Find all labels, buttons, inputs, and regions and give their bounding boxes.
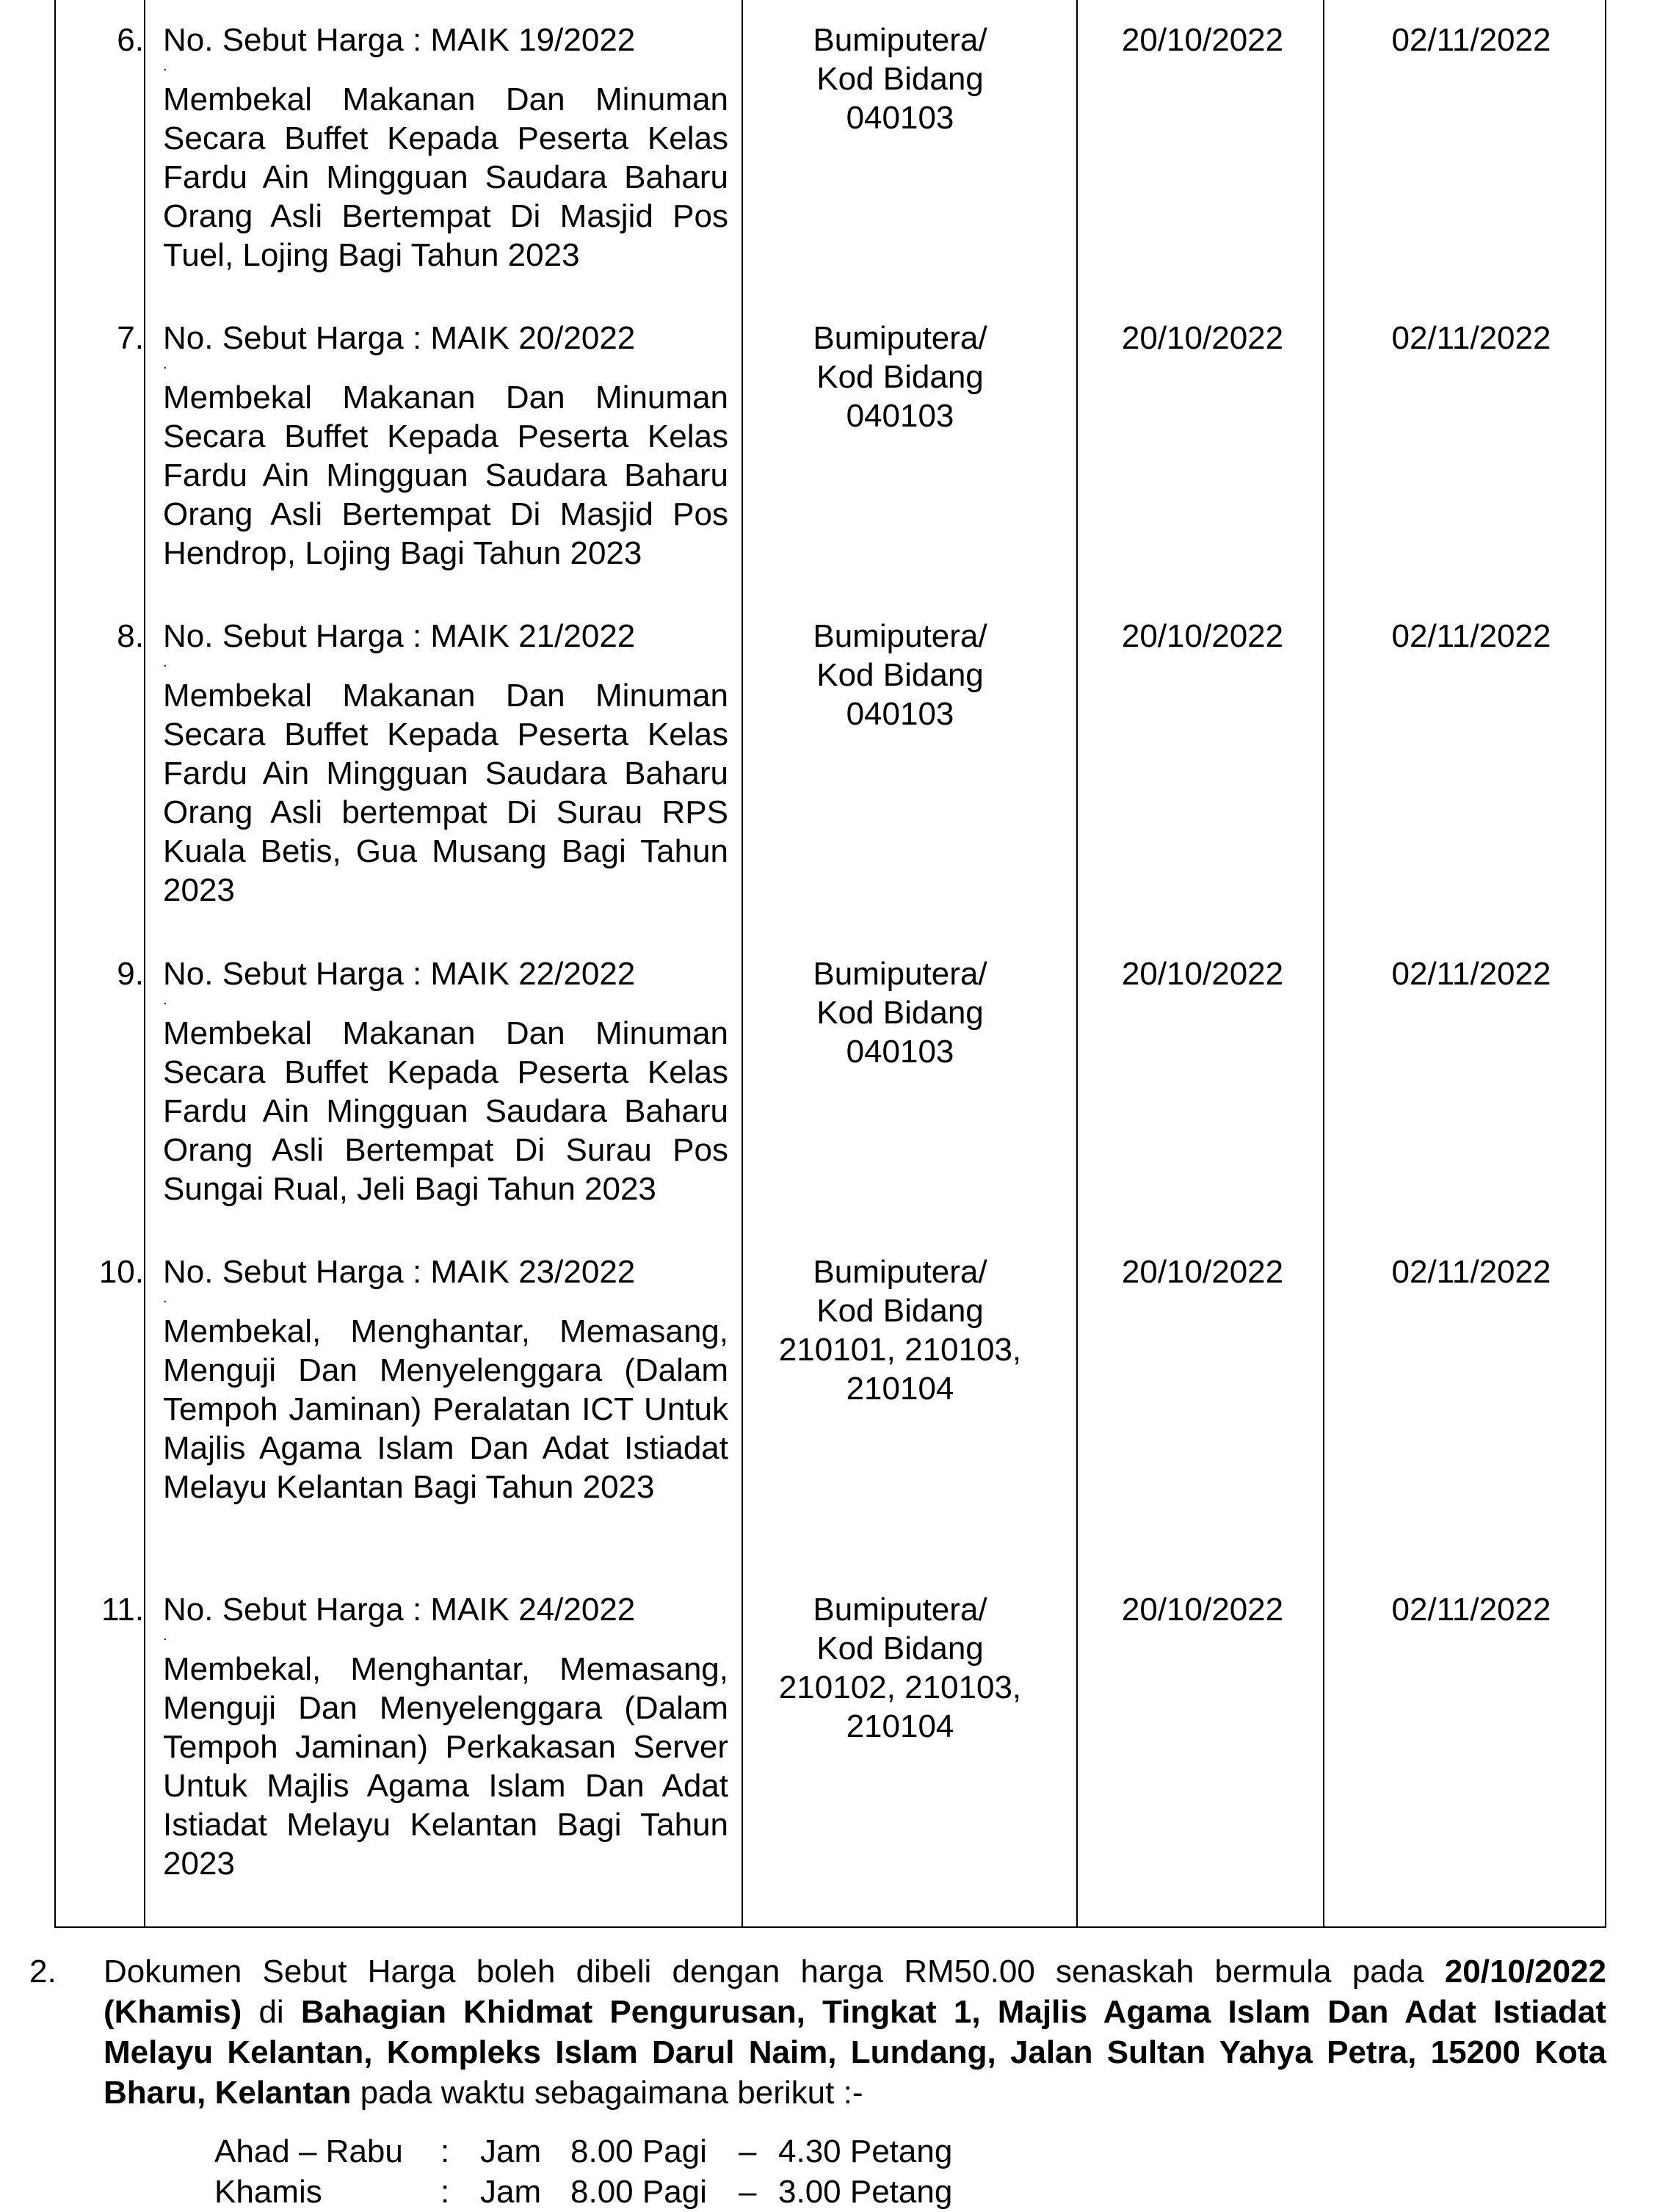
- tender-table: [54, 0, 1606, 1928]
- tender-description: [163, 21, 728, 275]
- row-number: 8.: [117, 618, 144, 654]
- tender-description: [163, 954, 728, 1208]
- open-date: 20/10/2022: [1121, 1254, 1284, 1290]
- row-number: 9.: [117, 956, 144, 992]
- hours-start: 8.00 Pagi: [570, 2174, 707, 2210]
- tender-title: Membekal, Menghantar, Memasang, Menguji Dan Menyelenggara (Dalam Tempoh Jaminan) Perkakasan Server Untuk Majlis Agama Islam Dan Adat Istiadat Melayu Kelantan Bagi Tahun 2023: [163, 1651, 728, 1882]
- tender-description: [163, 1252, 728, 1506]
- tender-reference: No. Sebut Harga : MAIK 20/2022: [163, 320, 636, 356]
- tender-title: Membekal Makanan Dan Minuman Secara Buffet Kepada Peserta Kelas Fardu Ain Mingguan Saudara Baharu Orang Asli Bertempat Di Surau Pos Sungai Rual, Jeli Bagi Tahun 2023: [163, 1015, 728, 1207]
- dot-marker: .: [163, 58, 167, 74]
- hours-days: Ahad – Rabu: [214, 2133, 403, 2169]
- paragraph-text: Dokumen Sebut Harga boleh dibeli dengan harga RM50.00 senaskah bermula pada 20/10/2022 (Khamis) di Bahagian Khidmat Pengurusan, Tingkat 1, Majlis Agama Islam Dan Adat Istiadat Melayu Kelantan, Kompleks Islam Darul Naim, Lundang, Jalan Sultan Yahya Petra, 15200 Kota Bharu, Kelantan pada waktu sebagaimana berikut :-: [104, 1954, 1606, 2111]
- hours-start: 8.00 Pagi: [570, 2133, 707, 2169]
- tender-title: Membekal, Menghantar, Memasang, Menguji Dan Menyelenggara (Dalam Tempoh Jaminan) Peralatan ICT Untuk Majlis Agama Islam Dan Adat Istiadat Melayu Kelantan Bagi Tahun 2023: [163, 1313, 728, 1505]
- tender-reference: No. Sebut Harga : MAIK 21/2022: [163, 618, 636, 654]
- sale-address: Bahagian Khidmat Pengurusan, Tingkat 1, Majlis Agama Islam Dan Adat Istiadat Melayu Kelantan, Kompleks Islam Darul Naim, Lundang, Jalan Sultan Yahya Petra, 15200 Kota Bharu, Kelantan: [104, 1994, 1606, 2111]
- hours-colon: :: [440, 2133, 450, 2169]
- hours-jam: Jam: [480, 2133, 542, 2169]
- sale-start-date: 20/10/2022 (Khamis): [104, 1954, 1606, 2030]
- tender-category: Bumiputera/ Kod Bidang 040103: [813, 320, 987, 434]
- dot-marker: .: [163, 654, 167, 670]
- close-date: 02/11/2022: [1391, 618, 1551, 654]
- tender-category: Bumiputera/ Kod Bidang 040103: [813, 22, 987, 136]
- paragraph-number: 2.: [29, 1954, 57, 1990]
- open-date: 20/10/2022: [1121, 320, 1284, 356]
- tender-reference: No. Sebut Harga : MAIK 22/2022: [163, 956, 636, 992]
- hours-dash: –: [739, 2174, 757, 2210]
- tender-reference: No. Sebut Harga : MAIK 24/2022: [163, 1592, 636, 1628]
- tender-category: Bumiputera/ Kod Bidang 210102, 210103, 210104: [778, 1592, 1022, 1744]
- tender-category: Bumiputera/ Kod Bidang 040103: [813, 618, 987, 732]
- close-date: 02/11/2022: [1391, 1254, 1551, 1290]
- tender-title: Membekal Makanan Dan Minuman Secara Buffet Kepada Peserta Kelas Fardu Ain Mingguan Saudara Baharu Orang Asli bertempat Di Surau RPS Kuala Betis, Gua Musang Bagi Tahun 2023: [163, 678, 728, 908]
- hours-colon: :: [440, 2174, 450, 2210]
- close-date: 02/11/2022: [1391, 1592, 1551, 1628]
- tender-description: [163, 617, 728, 910]
- tender-title: Membekal Makanan Dan Minuman Secara Buffet Kepada Peserta Kelas Fardu Ain Mingguan Saudara Baharu Orang Asli Bertempat Di Masjid Pos Tuel, Lojing Bagi Tahun 2023: [163, 81, 728, 273]
- dot-marker: .: [163, 1628, 167, 1644]
- dot-marker: .: [163, 1290, 167, 1306]
- open-date: 20/10/2022: [1121, 22, 1284, 58]
- hours-days: Khamis: [214, 2174, 322, 2210]
- row-number: 10.: [98, 1254, 144, 1290]
- open-date: 20/10/2022: [1121, 1592, 1284, 1628]
- open-date: 20/10/2022: [1121, 618, 1284, 654]
- close-date: 02/11/2022: [1391, 956, 1551, 992]
- close-date: 02/11/2022: [1391, 22, 1551, 58]
- tender-category: Bumiputera/ Kod Bidang 210101, 210103, 210104: [778, 1254, 1022, 1407]
- hours-end: 4.30 Petang: [778, 2133, 953, 2169]
- tender-description: [163, 319, 728, 573]
- column-divider: [144, 0, 145, 1926]
- hours-jam: Jam: [480, 2174, 542, 2210]
- tender-category: Bumiputera/ Kod Bidang 040103: [813, 956, 987, 1070]
- tender-description: [163, 1590, 728, 1883]
- open-date: 20/10/2022: [1121, 956, 1284, 992]
- tender-title: Membekal Makanan Dan Minuman Secara Buffet Kepada Peserta Kelas Fardu Ain Mingguan Saudara Baharu Orang Asli Bertempat Di Masjid Pos Hendrop, Lojing Bagi Tahun 2023: [163, 380, 728, 571]
- close-date: 02/11/2022: [1391, 320, 1551, 356]
- tender-reference: No. Sebut Harga : MAIK 23/2022: [163, 1254, 636, 1290]
- row-number: 6.: [117, 22, 144, 58]
- dot-marker: .: [163, 356, 167, 372]
- row-number: 7.: [117, 320, 144, 356]
- column-divider: [742, 0, 743, 1926]
- tender-reference: No. Sebut Harga : MAIK 19/2022: [163, 22, 636, 58]
- dot-marker: .: [163, 992, 167, 1008]
- row-number: 11.: [101, 1592, 144, 1628]
- hours-dash: –: [739, 2133, 757, 2169]
- hours-end: 3.00 Petang: [778, 2174, 953, 2210]
